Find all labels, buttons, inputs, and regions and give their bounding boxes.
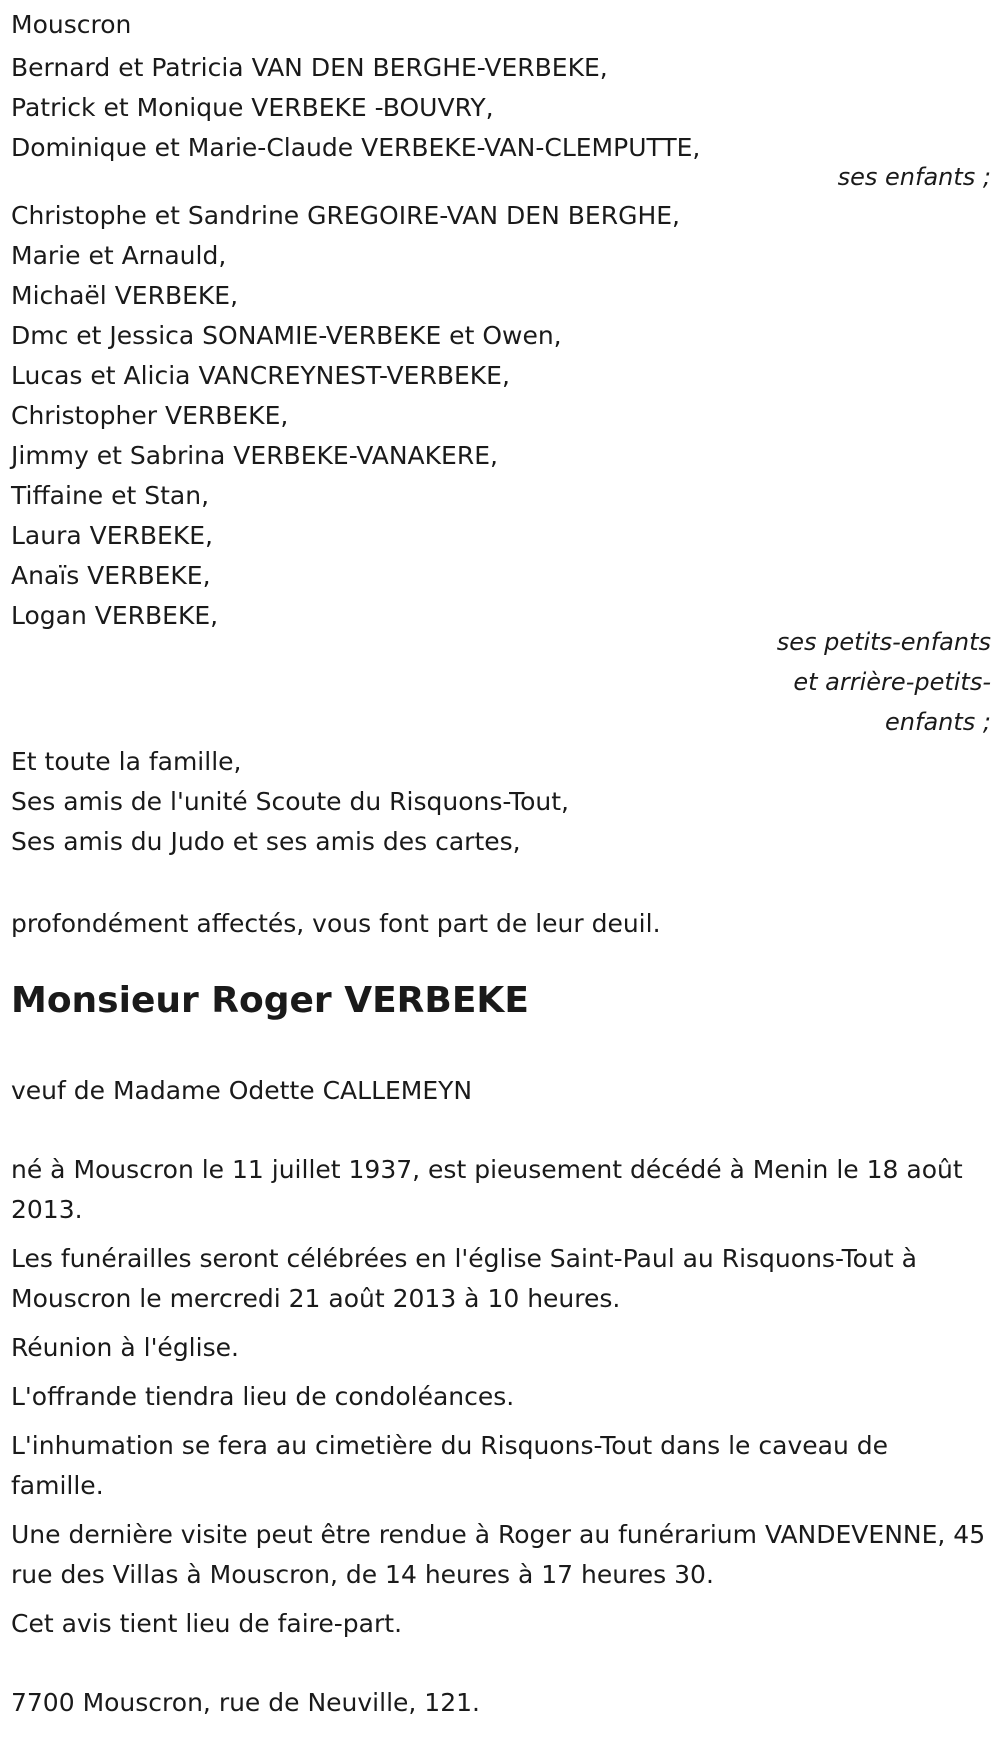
detail-paragraph: L'inhumation se fera au cimetière du Risquons-Tout dans le caveau de famille. (11, 1431, 888, 1500)
grandchildren-role-line: enfants ; (885, 708, 991, 736)
detail-paragraph: Les funérailles seront célébrées en l'église Saint-Paul au Risquons-Tout à Mouscron le mercredi 21 août 2013 à 10 heures. (11, 1244, 917, 1313)
grandchild-entry: Tiffaine et Stan, (11, 481, 210, 510)
child-entry: Dominique et Marie-Claude VERBEKE-VAN-CLEMPUTTE, (11, 133, 701, 162)
city-heading: Mouscron (11, 10, 132, 39)
grandchildren-list (11, 196, 680, 636)
funeral-details (11, 1150, 986, 1644)
grandchild-entry: Christopher VERBEKE, (11, 401, 289, 430)
grandchild-entry: Christophe et Sandrine GREGOIRE-VAN DEN BERGHE, (11, 201, 680, 230)
child-entry: Patrick et Monique VERBEKE -BOUVRY, (11, 93, 494, 122)
family-entry: Et toute la famille, (11, 747, 242, 776)
detail-paragraph: né à Mouscron le 11 juillet 1937, est pieusement décédé à Menin le 18 août 2013. (11, 1155, 963, 1224)
grandchild-entry: Jimmy et Sabrina VERBEKE-VANAKERE, (11, 441, 498, 470)
grandchild-entry: Anaïs VERBEKE, (11, 561, 211, 590)
child-entry: Bernard et Patricia VAN DEN BERGHE-VERBEKE, (11, 53, 608, 82)
family-entry: Ses amis du Judo et ses amis des cartes, (11, 827, 521, 856)
grandchildren-role (777, 622, 991, 742)
grandchild-entry: Dmc et Jessica SONAMIE-VERBEKE et Owen, (11, 321, 562, 350)
grandchild-entry: Logan VERBEKE, (11, 601, 219, 630)
grandchild-entry: Marie et Arnauld, (11, 241, 227, 270)
deceased-name: Monsieur Roger VERBEKE (11, 980, 529, 1021)
grandchildren-role-line: ses petits-enfants (776, 628, 991, 656)
grandchild-entry: Lucas et Alicia VANCREYNEST-VERBEKE, (11, 361, 510, 390)
detail-paragraph: Cet avis tient lieu de faire-part. (11, 1609, 403, 1638)
address-text: 7700 Mouscron, rue de Neuville, 121. (11, 1688, 480, 1717)
detail-paragraph: Réunion à l'église. (11, 1333, 239, 1362)
detail-paragraph: L'offrande tiendra lieu de condoléances. (11, 1382, 515, 1411)
family-entry: Ses amis de l'unité Scoute du Risquons-Tout, (11, 787, 569, 816)
children-role: ses enfants ; (837, 163, 991, 191)
detail-paragraph: Une dernière visite peut être rendue à Roger au funérarium VANDEVENNE, 45 rue des Villas à Mouscron, de 14 heures à 17 heures 30. (11, 1520, 986, 1589)
children-list (11, 48, 700, 168)
widower-text: veuf de Madame Odette CALLEMEYN (11, 1076, 473, 1105)
grandchildren-role-line: et arrière-petits- (793, 668, 991, 696)
announcement-text: profondément affectés, vous font part de leur deuil. (11, 909, 661, 938)
grandchild-entry: Michaël VERBEKE, (11, 281, 239, 310)
family-list (11, 742, 569, 862)
grandchild-entry: Laura VERBEKE, (11, 521, 213, 550)
